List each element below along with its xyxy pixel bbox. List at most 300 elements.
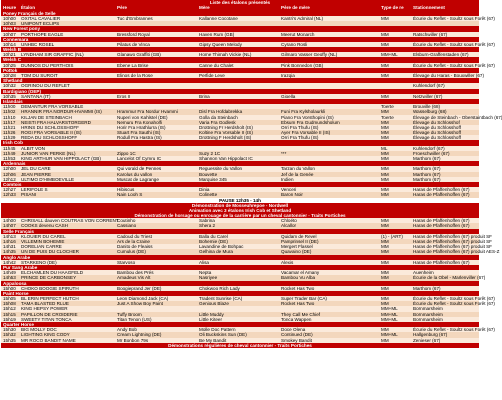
cell-pere: Bambou des Prés [117,270,154,276]
cell-heure: 11h49 [3,150,16,156]
cell-heure: 11h21 [3,124,16,130]
cell-mere: Golla da Steinbach [199,114,238,120]
cell-type: MM [381,275,389,281]
cell-mere: Alisa [199,259,209,265]
cell-pere-de-mere: Jef de la Genée [281,171,314,177]
cell-mere: Nasriyee [199,275,218,281]
cell-mere: Balla du Carel [199,233,228,239]
cell-type: MM [381,239,389,245]
cell-heure: 11h29 [3,135,16,141]
cell-pere: Stuart Fra Sauthi (IS) [117,130,161,136]
cell-pere-de-mere: Orri Fra Thufu (IS) [281,124,319,130]
cell-etalon: ALBIT VON [21,145,45,151]
cell-etalon: SWEETY TITAN TONCA [21,316,72,322]
cell-type: MM+ML [381,306,398,312]
cell-pere-de-mere: Tonca Wappen [281,316,312,322]
banner-text: Animation avec 3 étalons Irish Cob et Shetland [188,207,292,213]
cell-heure: 11h53 [3,156,16,162]
breed-name: Bardigiano (OEP) [3,88,42,94]
cell-pere-de-mere: Orri Fra Thufu (IS) [281,135,319,141]
cell-type: MM [381,73,389,79]
cell-stationnement: Bornmarsheim [413,306,443,312]
cell-mere: Varia Fra Godlesk [199,119,236,125]
cell-mere: Shannon Van Hippolact IC [199,156,253,162]
cell-stationnement: Marthom (67) [413,156,441,162]
cell-type: MM [381,192,389,198]
cell-stationnement: Haras de Pfaffenhoffen (67) produit AES-Z [413,249,500,255]
cell-pere-de-mere: Gioella [281,93,296,99]
cell-heure: 15h15 [3,311,16,317]
cell-heure: 10h14 [3,41,16,47]
cell-type: MM [381,187,389,193]
cell-etalon: KING HEPSY POWER [21,306,68,312]
cell-heure: 10h00 [3,15,16,21]
header-stationnement: Stationnement [413,5,445,11]
cell-stationnement: Haras de Pfaffenhoffen (67) produit SF [413,233,492,239]
cell-pere: Cadoud du Triest [117,233,152,239]
cell-heure: 11h17 [3,119,16,125]
cell-pere: Zippo 1C [117,150,136,156]
cell-type: MM+ML [381,52,398,58]
demonstration-banner [1,343,479,348]
cell-pere-de-mere: Ayer Fra Vorsable II (IS) [281,130,331,136]
cell-stationnement: Haras de Pfaffenhoffen (67) [413,218,470,224]
cell-pere: Andy Bob [117,327,137,333]
cell-stationnement: Zenieser (67) [413,337,441,343]
cell-etalon: HRANNIR FRA NORDUR-HVAMMI (IS) [21,109,102,115]
cell-pere-de-mere: Ebsum Fra Gudmundsholum [281,119,340,125]
cell-pere: Coutinho [117,218,136,224]
cell-type: MM+ML [381,316,398,322]
cell-stationnement: Élevage du Schlosshoff [413,130,461,136]
cell-etalon: DUNNOS DU PERTHOIS [21,62,74,68]
cell-type: MM [381,15,389,21]
cell-pere: Eros II [117,93,131,99]
stallion-list-sheet [1,0,502,348]
cell-stationnement: Marthom (67) [413,171,441,177]
cell-stationnement: Élevage du Schlosshoff [413,124,461,130]
cell-etalon: STARKENO (DE) [21,259,57,265]
breed-name: Connemara [3,36,29,42]
breed-name: Ardennais [3,161,26,167]
cell-pere: Horir Fra Hrathlurra (IS) [117,124,166,130]
cell-pere-de-mere: Quidam de Revel [281,233,317,239]
cell-pere-de-mere: Super Trader Bar (CA) [281,296,327,302]
cell-etalon: ULTIMO D'HIMBOEVILLE [21,176,75,182]
cell-pere-de-mere: Bambou Vu Alba [281,275,316,281]
cell-heure: 11h02 [3,109,16,115]
cell-pere: Ars de la Craine [117,239,150,245]
cell-heure: 11h00 [3,104,16,110]
cell-heure: 11h45 [3,145,16,151]
cell-heure: 14h13 [3,233,16,239]
cell-mere: Chokwoo Rich Lady [199,285,240,291]
cell-stationnement: Écurie du Reflet - Soultz sous Forêt (67) [413,41,495,47]
breed-name: Appaloosa [3,280,27,286]
cell-pere: Nain Looh S [117,192,143,198]
breed-name: Poney Français de Selle [3,10,56,16]
cell-stationnement: Écurie de la Obel - Marlenviller (67) [413,275,486,281]
cell-etalon: DEMANTUR FRA VORSABLE [21,104,84,110]
cell-pere: Nemuru Fra Konaholfi [117,119,162,125]
cell-pere-de-mere: Alexis [281,259,294,265]
cell-mere: Dinia [199,187,210,193]
cell-stationnement: Haras de Pfaffenhoffen (67) produit SF [413,244,492,250]
cell-stationnement: Écurie du Reflet - Soultz sous Forêt (67) [413,15,495,21]
cell-heure: 15h05 [3,296,16,302]
cell-stationnement: Écurie du Reflet - Soultz sous Forêt (67) [413,301,495,307]
cell-stationnement: Élevage du Schlosshof [413,119,460,125]
cell-pere: Danito de Fleaiss [117,244,153,250]
cell-pere: Qui vorald de Pennes [117,166,162,172]
breed-name: Paint Horse [3,290,29,296]
header-heure: Heure [3,5,17,11]
cell-heure: 14h16 [3,239,16,245]
cell-pere-de-mere: Funi Fra Kylsholaurkli [281,109,326,115]
cell-pere-de-mere: Quavaino (DE) [281,249,312,255]
cell-heure: 10h03 [3,21,16,27]
header-etalon: Étalon [21,5,36,11]
cell-stationnement: Écurie du Reflet - Soultz sous Forêt (67) [413,62,495,68]
cell-mere: Kallanne Cocotane [199,15,238,21]
cell-type: Toerte [381,114,394,120]
cell-mere: Oli Buckskins Sun (DE) [199,332,247,338]
cell-mere: Haven Rum (GB) [199,31,235,37]
cell-type: MM [381,285,389,291]
cell-heure: 15h19 [3,316,16,322]
cell-stationnement: Froeschwiller (67) [413,150,450,156]
breed-name: Pottok [3,67,18,73]
cell-pere-de-mere: Tarzan du Vallon [281,166,315,172]
breed-name: Welsh B [3,47,22,53]
cell-stationnement: Élevage du Haras - Bouxwiller (67) [413,73,484,79]
cell-pere-de-mere: Smokey Bandit [281,337,312,343]
cell-etalon: MR ROCO BANDIT NAME [21,337,76,343]
cell-mere: Koltine Fra Vorsable II (IS) [199,130,253,136]
cell-stationnement: Bornmarsheim [413,311,443,317]
cell-type: MM [381,218,389,224]
cell-pere-de-mere: Chloéto [281,218,297,224]
cell-pere: Cassiano [117,223,137,229]
cell-etalon: NEISTI FRA HALVARSTORGERD [21,119,91,125]
cell-type: MM [381,259,389,265]
cell-heure: 14h07 [3,223,16,229]
cell-stationnement: Elsburn-Graffenstaden (67) [413,52,469,58]
cell-pere-de-mere: Gilmaro Vasser Geoffy (NL) [281,52,338,58]
cell-type: MM [381,41,389,47]
cell-stationnement: Écurie du Reflet - Soultz sous Forêt (67) [413,327,495,333]
cell-etalon: PISANI [21,192,37,198]
cell-stationnement: Marthom (67) [413,285,441,291]
cell-type: MM [381,337,389,343]
cell-type: MM [381,327,389,333]
cell-heure: 12h12 [3,176,16,182]
cell-type: MM [381,223,389,229]
cell-mere: Drottning F Herdsholt (IS) [199,135,252,141]
breed-name: Quarter Horse [3,322,34,328]
cell-etalon: LYNDHAM SIR GRAFFIC (NL) [21,52,84,58]
cell-heure: 15h00 [3,285,16,291]
cell-pere: Amadeus Vis Alt [117,275,151,281]
header-pere-de-mere: Père de mère [281,5,310,11]
cell-etalon: BL ERIN PERFECT HUTCH [21,296,79,302]
cell-etalon: UNHBC ROSEL [21,41,55,47]
cell-heure: 10h32 [3,83,16,89]
banner-text: PAUSE 12h35 - 14h [219,197,261,203]
breed-name: Pur Sang Arabe [3,264,38,270]
cell-etalon: REDA DU SCHLOSSHOFF [21,135,78,141]
cell-stationnement: Haras de Pfaffenhoffen (67) [413,259,470,265]
cell-stationnement: Marthom (67) [413,166,441,172]
cell-pere-de-mere: Cyrano Rosli [281,41,308,47]
cell-type: ML [381,145,388,151]
banner-text: Démonstration de horsage ou enrouage de la carrière par un cheval cantonnier - Traits Portiches [134,213,346,219]
cell-pere-de-mere: Irazqia [281,73,295,79]
cell-stationnement: Marthom (67) [413,176,441,182]
cell-pere: Rodull Fra Hastra (IS) [117,135,162,141]
cell-type: MM [381,176,389,182]
cell-type: MM+ML [381,311,398,317]
cell-heure: 11h26 [3,130,16,136]
cell-heure: 12h00 [3,166,16,172]
cell-pere-de-mere: Alcallor [281,223,297,229]
cell-etalon: LERIFOLE S [21,187,48,193]
cell-pere: Lancelot Of Cymru IC [117,156,162,162]
cell-pere-de-mere: They Call Me Chief [281,311,321,317]
cell-type: (1) - (ART) [381,233,403,239]
cell-stationnement: Kuhlendorf (67) [413,145,445,151]
cell-type: MM [381,244,389,250]
cell-heure: 12h27 [3,187,16,193]
cell-mere: Bouvette [199,171,218,177]
cell-etalon: PRINCE DE CARBONSEY [21,275,77,281]
cell-stationnement: Haras de Pfaffenhoffen (67) [413,187,470,193]
cell-heure: 15h30 [3,327,16,333]
cell-mere: Lavandine de Bohpac [199,244,244,250]
cell-heure: 10h25 [3,62,16,68]
cell-type: MM [381,135,389,141]
cell-type: MM [381,171,389,177]
cell-etalon: KING ARTHUR VAN HIPPOLACT (GB) [21,156,101,162]
cell-mere: Home Thimah Vickie (NL) [199,52,252,58]
cell-type: MM [381,296,389,302]
cell-pere: Hibiscus [117,187,135,193]
cell-pere-de-mere: Mergert Flassel [281,244,313,250]
cell-heure: 14h00 [3,218,16,224]
cell-type: MM+ML [381,332,398,338]
cell-etalon: OXITAL CAVALIER [21,15,61,21]
cell-pere-de-mere: Pamprinsel II (DE) [281,239,319,245]
banner-text: Démonstration de Mosseuhrepoe - Nordwell [191,202,289,208]
cell-stationnement: Netzwiller (67) [413,93,443,99]
cell-pere: Leon Diamond Jack (CA) [117,296,169,302]
cell-pere: Ebene La Brise [117,62,149,68]
cell-mere: Gelhina de Mura [199,249,233,255]
cell-type: MM [381,130,389,136]
cell-etalon: JEAN PIERRE [21,171,52,177]
cell-pere-de-mere: *** [281,150,287,156]
cell-heure: 15h32 [3,332,16,338]
cell-pere: Muscat de Lagrange [117,176,159,182]
cell-mere: Suzy 2 1C [199,150,221,156]
cell-pere: Starvoso [117,259,136,265]
cell-pere: Nuperi von Kahlstel (DE) [117,114,168,120]
breed-name: Comtois [3,181,22,187]
cell-etalon: HRINS DU SCHLOSSHOFF [21,124,79,130]
cell-pere-de-mere: Indien [281,176,294,182]
cell-etalon: VILLEMIN BOHEMIE [21,239,65,245]
cell-pere-de-mere: Doce Olena [281,327,306,333]
cell-mere: Molle Doc Pattern [199,327,236,333]
banner-text: Démonstrations régulières de cheval cantonnier - Traits Portiches [168,342,312,348]
cell-etalon: KLOUIER DU CAREL [21,233,66,239]
cell-etalon: SANTANA (IT) [21,93,51,99]
cell-pere: Cumulus (DE) [117,249,146,255]
cell-type: MM [381,156,389,162]
cell-pere: Glanawo Graffiti (GB) [117,52,161,58]
cell-heure: 14h49 [3,270,16,276]
breed-name: Selle Français [3,228,34,234]
cell-heure: 10h07 [3,31,16,37]
breed-name: Shetland [3,78,23,84]
cell-pere-de-mere: Venceri [281,187,297,193]
cell-type: MM [381,124,389,130]
cell-stationnement: Hallgenburg (67) [413,332,448,338]
cell-type: MM [381,109,389,115]
cell-etalon: CHOKO BOOGIE SPIRUTH [21,285,79,291]
cell-type: MM [381,249,389,255]
cell-etalon: OGRINOU DU REFLET [21,83,70,89]
cell-type: MM [381,301,389,307]
cell-pere-de-mere: Rocket Has Two [281,301,315,307]
cell-pere-de-mere: Vacamar el Amany [281,270,320,276]
cell-stationnement: Haras de Pfaffenhoffen (67) [413,192,470,198]
cell-pere-de-mere: Rocket Has Two [281,285,315,291]
cell-pere: Elinos de la Rose [117,73,153,79]
cell-type: MM [381,150,389,156]
cell-mere: Colinette [199,192,218,198]
cell-type: MM [381,62,389,68]
cell-pere: Bressford Royal [117,31,150,37]
cell-pere: Just A Show Boy Paint [117,301,163,307]
cell-type: MM [381,270,389,276]
cell-pere: Tuffy Broom [117,311,142,317]
cell-pere: Hrammur Fra Nordur Hvammi [117,109,178,115]
cell-etalon: DORELIAN CARRE [21,244,62,250]
cell-etalon: TAMA BLASTED RLUE [21,301,69,307]
cell-pere: Tuc d'Embrannes [117,15,153,21]
cell-mere: Brina [199,93,210,99]
cell-mere: Disl Fra Hofdabrekka [199,109,243,115]
cell-etalon: KILJAN DE STEINBACH [21,114,72,120]
cell-mere: Perfide Leve [199,73,225,79]
cell-heure: 15h35 [3,337,16,343]
breed-name: Anglo Arabe [3,254,31,260]
cell-pere-de-mere: Continued (DE) [281,332,313,338]
cell-type: MM [381,166,389,172]
cell-pere-de-mere: Kantri's Admiral (NL) [281,15,323,21]
cell-heure: 10h28 [3,73,16,79]
cell-etalon: COOKS devenu CASH [21,223,68,229]
cell-mere: Bohemie (DE) [199,239,228,245]
cell-mere: Genious Blaze [199,301,229,307]
breed-name: New Forest pony [3,26,41,32]
breed-name: Welsh C [3,57,22,63]
cell-etalon: UN DE PUIS DU CLOCHER [21,249,79,255]
cell-heure: 15h12 [3,306,16,312]
cell-mere: Canne du Chalet [199,62,234,68]
cell-pere-de-mere: Meerut Monarch [281,31,315,37]
cell-mere: Little Kiteer [199,316,222,322]
cell-etalon: ELCHAMLEN DU HAAGFELD [21,270,84,276]
cell-heure: 15h08 [3,301,16,307]
cell-etalon: PAPILLON DE CROIDERIE [21,311,78,317]
cell-etalon: JUNIOR VAN PERKE (NL) [21,150,76,156]
cell-pere-de-mere: Piano Fra Vorsthopini (IS) [281,114,334,120]
cell-mere: Marquise 345 [199,176,227,182]
cell-etalon: JEL DU CARE [21,166,51,172]
cell-stationnement: Élevage de Steinbach - Oberstaintbach (67) [413,114,502,120]
cell-stationnement: Brouville (68) [413,104,441,110]
cell-etalon: PORTHOPE EAGLE [21,31,64,37]
cell-pere-de-mere: Baron Noir [281,192,303,198]
cell-stationnement: Bornmarsheim [413,316,443,322]
stallion-table-body [1,10,502,348]
cell-heure: 10h35 [3,93,16,99]
cell-mere: Tradent Sunrise (CA) [199,296,243,302]
cell-stationnement: Haras de Pfaffenhoffen (67) produit SF [413,239,492,245]
cell-stationnement: Écurie du Reflet - Soultz sous Forêt (67) [413,296,495,302]
cell-etalon: TOM DU SUROIT [21,73,58,79]
cell-heure: 11h10 [3,114,16,120]
cell-heure: 14h35 [3,249,16,255]
cell-stationnement: Auenheim [413,270,434,276]
cell-heure: 14h53 [3,275,16,281]
cell-type: Toerte [381,104,394,110]
cell-pere-de-mere: Pink Bonnedon (GB) [281,62,324,68]
cell-type: MM [381,31,389,37]
breed-name: Islandais [3,98,23,104]
cell-pere: Boogieprand Jer (DE) [117,285,162,291]
cell-heure: 10h21 [3,52,16,58]
cell-mere: Gipsy Queen Melody [199,41,242,47]
cell-mere: Reguessite du Vallon [199,166,243,172]
cell-etalon: UNIPONT ECLIPS [21,21,60,27]
header-type: Type de re [381,5,404,11]
cell-stationnement: Wasselburg (68) [413,109,447,115]
cell-pere: Titan Tenon (US) [117,316,152,322]
cell-heure: 12h06 [3,171,16,177]
cell-mere: Shera 2 [199,223,216,229]
sheet-title: Liste des étalons présentés [1,0,479,5]
cell-pere: Karolus du vallon [117,171,153,177]
cell-stationnement: Élevage du Schlosshoff [413,135,461,141]
cell-etalon: ROGI FRA VORSABLE II (IS) [21,130,82,136]
cell-stationnement: Haras de Pfaffenhoffen (67) [413,223,470,229]
cell-pere: Pilatus de Vinca [117,41,150,47]
cell-heure: 14h31 [3,244,16,250]
cell-type: MM [381,119,389,125]
cell-heure: 12h33 [3,192,16,198]
cell-pere: Cream Lightning (DE) [117,332,162,338]
header-mere: Mère [199,5,210,11]
cell-etalon: LIGHTING KING CODY [21,332,70,338]
cell-etalon: CHRISALL dauven COUTRAS VON CORRENT [21,218,119,224]
cell-mere: Sabrina [199,218,215,224]
cell-stationnement: Kuhlendorf (67) [413,83,445,89]
cell-mere: Drottning Fr Herdsholt (IS) [199,124,253,130]
cell-pere: Mr Bonbon 79s [117,337,149,343]
